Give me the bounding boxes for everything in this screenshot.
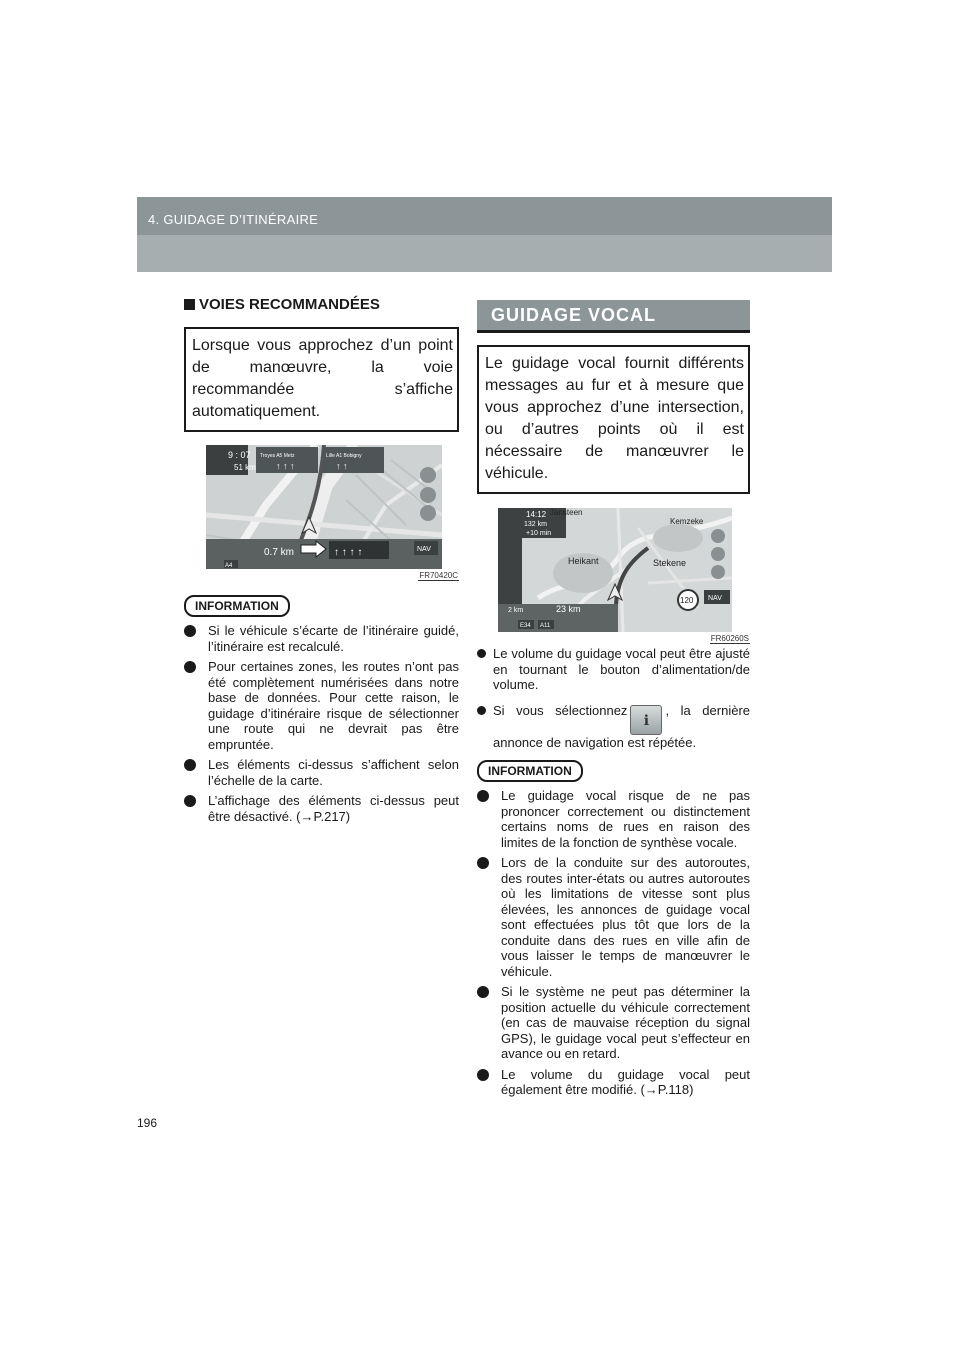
information-heading: [477, 760, 750, 782]
right-column: [477, 300, 750, 1103]
map-distance: 132 km: [524, 521, 547, 528]
bullet-icon: [477, 649, 486, 658]
information-list: [184, 623, 459, 824]
bullet-icon: [477, 986, 489, 998]
sign-b: Lille A1 Bobigny: [326, 453, 362, 459]
intro-box: Lorsque vous approchez d’un point de manœuvre, la voie recommandée s’affiche automatiquement.: [184, 327, 459, 432]
list-item: Si le système ne peut pas déterminer la position actuelle du véhicule correctement (en cas de mauvaise réception du signal GPS), le guidage vocal peut s’effecteur en avance ou en retard.: [477, 984, 750, 1062]
list-item: Le volume du guidage vocal peut également être modifié. (→P.118): [477, 1067, 750, 1098]
list-item: Si le véhicule s’écarte de l’itinéraire guidé, l’itinéraire est recalculé.: [184, 623, 459, 654]
place-4: Stekene: [653, 558, 687, 568]
place-2: Kemzeke: [670, 517, 704, 526]
information-heading: [184, 595, 459, 617]
svg-text:↑ ↑ ↑: ↑ ↑ ↑: [276, 461, 295, 471]
place-1: Jansteen: [550, 508, 583, 517]
section-header: [137, 197, 832, 272]
turn-distance: 23 km: [556, 604, 581, 614]
road-label-2: A11: [540, 623, 551, 629]
header-light-band: [137, 235, 832, 272]
list-item: Si vous sélectionnezℹ, la dernière annonce de navigation est répétée.: [477, 703, 750, 751]
list-item: Lors de la conduite sur des autoroutes, des routes inter-états ou autres autoroutes où les limitations de vitesse sont plus élevées, les annonces de guidage vocal sont effectuées plus tôt que lors de la conduite dans des rues en ville afin de vous laisser le temps de manœuvrer le véhicule.: [477, 855, 750, 979]
heading-square-icon: [184, 299, 195, 310]
svg-text:↑ ↑: ↑ ↑: [336, 461, 348, 471]
map-distance: 51 km: [234, 463, 256, 472]
list-item: Le volume du guidage vocal peut être ajusté en tournant le bouton d’alimentation/de volume.: [477, 646, 750, 693]
voice-bullets: [477, 646, 750, 750]
lane-distance: 0.7 km: [264, 547, 295, 558]
bullet-icon: [184, 759, 196, 771]
list-item: Les éléments ci-dessus s’affichent selon l’échelle de la carte.: [184, 757, 459, 788]
voice-guidance-figure: [498, 508, 750, 643]
repeat-guidance-icon: ℹ: [630, 705, 662, 735]
major-heading: GUIDAGE VOCAL: [477, 300, 750, 330]
sub-heading-text: VOIES RECOMMANDÉES: [199, 295, 380, 313]
information-label: INFORMATION: [184, 595, 290, 617]
page-number: 196: [137, 1116, 158, 1130]
nav-button-label: NAV: [708, 595, 722, 602]
section-title: 4. GUIDAGE D’ITINÉRAIRE: [148, 212, 319, 227]
svg-text:↑ ↑ ↑ ↑: ↑ ↑ ↑ ↑: [334, 547, 363, 558]
information-list: [477, 788, 750, 1098]
speed-limit: 120: [680, 596, 694, 605]
road-label-1: E34: [520, 623, 531, 629]
place-3: Heikant: [568, 556, 599, 566]
bullet-icon: [477, 790, 489, 802]
list-item: L’affichage des éléments ci-dessus peut être désactivé. (→P.217): [184, 793, 459, 824]
figure-code: FR70420C: [419, 571, 458, 580]
bullet-icon: [184, 625, 196, 637]
information-label: INFORMATION: [477, 760, 583, 782]
bullet-icon: [184, 795, 196, 807]
bullet-icon: [477, 706, 486, 715]
road-label: A4: [225, 563, 233, 569]
bullet-icon: [184, 661, 196, 673]
map-delay: +10 min: [526, 530, 552, 537]
sub-heading: [184, 293, 459, 315]
heading-rule: [477, 330, 750, 333]
map-time: 9 : 07: [228, 450, 251, 460]
left-column: [184, 293, 459, 829]
sign-a: Troyes A5 Metz: [260, 453, 295, 459]
intro-box: Le guidage vocal fournit différents messages au fur et à mesure que vous approchez d’une intersection, ou d’autres points où il est nécessaire de manœuvrer le véhicule.: [477, 345, 750, 494]
list-item: Pour certaines zones, les routes n’ont pas été complètement numérisées dans notre base de données. Pour cette raison, le guidage d’itinéraire risque de sélectionner une route qui ne devrait pas être empruntée.: [184, 659, 459, 752]
figure-code: FR60260S: [710, 634, 749, 643]
bullet-icon: [477, 857, 489, 869]
bullet-icon: [477, 1069, 489, 1081]
lane-guidance-figure: [206, 445, 459, 580]
list-item: Le guidage vocal risque de ne pas prononcer correctement ou distinctement certains noms de rues en raison des limites de la fonction de synthèse vocale.: [477, 788, 750, 850]
voice-map-image: [498, 508, 732, 632]
map-scale: 2 km: [508, 607, 524, 614]
map-time: 14:12: [526, 510, 547, 519]
nav-button-label: NAV: [417, 546, 431, 553]
lane-map-image: [206, 445, 442, 569]
